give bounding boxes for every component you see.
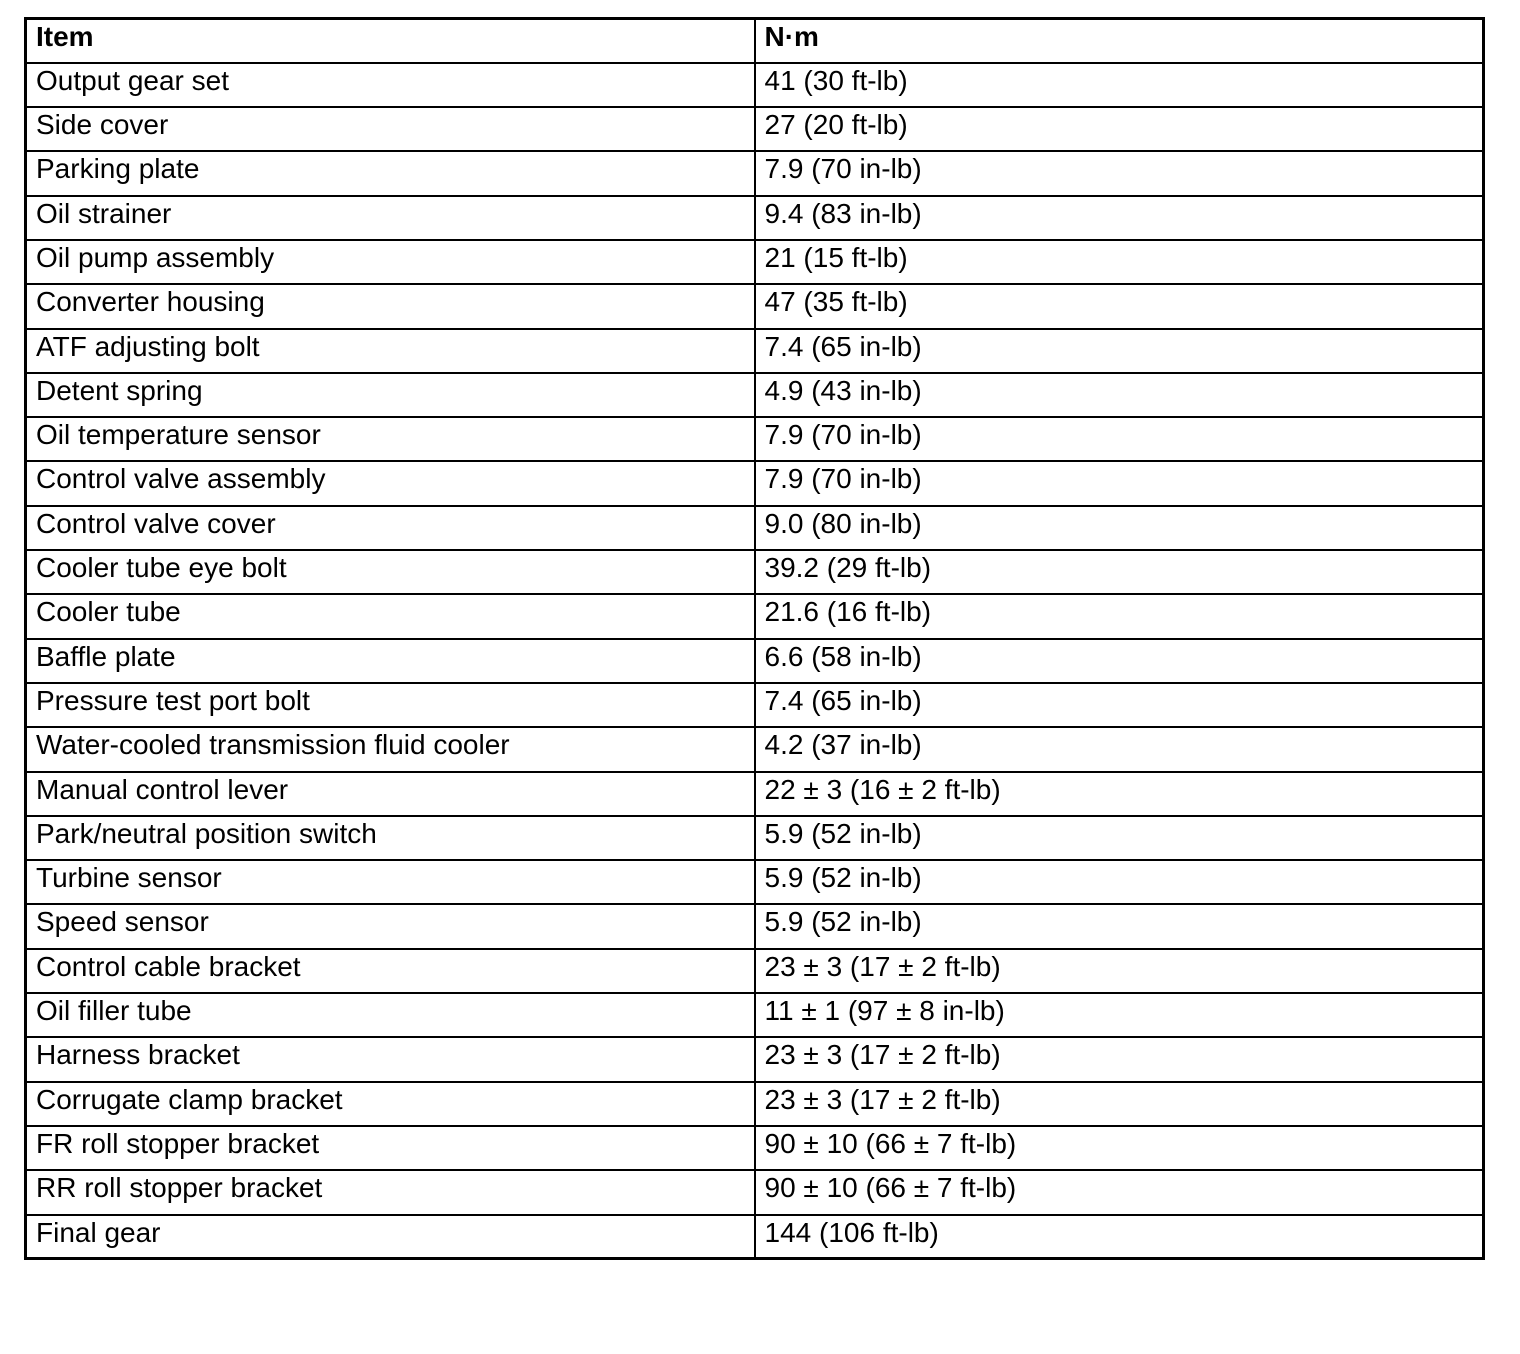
table-row bbox=[26, 461, 1484, 505]
table-row bbox=[26, 639, 1484, 683]
table-row bbox=[26, 1082, 1484, 1126]
table-row bbox=[26, 727, 1484, 771]
table-row bbox=[26, 1170, 1484, 1214]
table-row bbox=[26, 1037, 1484, 1081]
torque-cell: 144 (106 ft-lb) bbox=[755, 1215, 1484, 1259]
table-row bbox=[26, 683, 1484, 727]
torque-cell: 4.2 (37 in-lb) bbox=[755, 727, 1484, 771]
torque-spec-table bbox=[24, 17, 1485, 1260]
table-row bbox=[26, 949, 1484, 993]
torque-cell: 90 ± 10 (66 ± 7 ft-lb) bbox=[755, 1126, 1484, 1170]
item-cell: Control valve cover bbox=[26, 506, 755, 550]
item-cell: RR roll stopper bracket bbox=[26, 1170, 755, 1214]
torque-cell: 7.4 (65 in-lb) bbox=[755, 683, 1484, 727]
item-cell: Final gear bbox=[26, 1215, 755, 1259]
torque-cell: 5.9 (52 in-lb) bbox=[755, 904, 1484, 948]
torque-cell: 22 ± 3 (16 ± 2 ft-lb) bbox=[755, 772, 1484, 816]
table-row bbox=[26, 373, 1484, 417]
torque-cell: 21 (15 ft-lb) bbox=[755, 240, 1484, 284]
torque-cell: 39.2 (29 ft-lb) bbox=[755, 550, 1484, 594]
table-row bbox=[26, 63, 1484, 107]
item-cell: Baffle plate bbox=[26, 639, 755, 683]
torque-cell: 7.9 (70 in-lb) bbox=[755, 417, 1484, 461]
item-cell: Converter housing bbox=[26, 284, 755, 328]
item-cell: Oil temperature sensor bbox=[26, 417, 755, 461]
item-cell: Turbine sensor bbox=[26, 860, 755, 904]
item-cell: Water-cooled transmission fluid cooler bbox=[26, 727, 755, 771]
item-cell: Control cable bracket bbox=[26, 949, 755, 993]
table-row bbox=[26, 107, 1484, 151]
table-row bbox=[26, 329, 1484, 373]
table-row bbox=[26, 284, 1484, 328]
table-row bbox=[26, 816, 1484, 860]
table-row bbox=[26, 772, 1484, 816]
torque-cell: 23 ± 3 (17 ± 2 ft-lb) bbox=[755, 1037, 1484, 1081]
item-cell: Park/neutral position switch bbox=[26, 816, 755, 860]
table-row bbox=[26, 151, 1484, 195]
torque-cell: 5.9 (52 in-lb) bbox=[755, 860, 1484, 904]
item-cell: Cooler tube eye bolt bbox=[26, 550, 755, 594]
table-header-row bbox=[26, 19, 1484, 63]
torque-cell: 41 (30 ft-lb) bbox=[755, 63, 1484, 107]
torque-cell: 23 ± 3 (17 ± 2 ft-lb) bbox=[755, 949, 1484, 993]
item-cell: Side cover bbox=[26, 107, 755, 151]
torque-cell: 90 ± 10 (66 ± 7 ft-lb) bbox=[755, 1170, 1484, 1214]
item-cell: Manual control lever bbox=[26, 772, 755, 816]
item-cell: Output gear set bbox=[26, 63, 755, 107]
torque-cell: 11 ± 1 (97 ± 8 in-lb) bbox=[755, 993, 1484, 1037]
header-torque: N·m bbox=[755, 19, 1484, 63]
item-cell: Harness bracket bbox=[26, 1037, 755, 1081]
item-cell: Oil strainer bbox=[26, 196, 755, 240]
item-cell: Corrugate clamp bracket bbox=[26, 1082, 755, 1126]
table-row bbox=[26, 993, 1484, 1037]
table-row bbox=[26, 417, 1484, 461]
torque-cell: 6.6 (58 in-lb) bbox=[755, 639, 1484, 683]
table-row bbox=[26, 506, 1484, 550]
item-cell: Pressure test port bolt bbox=[26, 683, 755, 727]
table-row bbox=[26, 196, 1484, 240]
item-cell: Oil filler tube bbox=[26, 993, 755, 1037]
torque-cell: 21.6 (16 ft-lb) bbox=[755, 594, 1484, 638]
torque-cell: 7.9 (70 in-lb) bbox=[755, 151, 1484, 195]
table-body bbox=[26, 63, 1484, 1259]
torque-cell: 7.4 (65 in-lb) bbox=[755, 329, 1484, 373]
header-item: Item bbox=[26, 19, 755, 63]
table-row bbox=[26, 1215, 1484, 1259]
table-row bbox=[26, 240, 1484, 284]
table-row bbox=[26, 860, 1484, 904]
table-row bbox=[26, 1126, 1484, 1170]
item-cell: Speed sensor bbox=[26, 904, 755, 948]
table-row bbox=[26, 904, 1484, 948]
item-cell: Oil pump assembly bbox=[26, 240, 755, 284]
torque-cell: 7.9 (70 in-lb) bbox=[755, 461, 1484, 505]
torque-cell: 47 (35 ft-lb) bbox=[755, 284, 1484, 328]
torque-cell: 4.9 (43 in-lb) bbox=[755, 373, 1484, 417]
table-row bbox=[26, 594, 1484, 638]
torque-cell: 9.4 (83 in-lb) bbox=[755, 196, 1484, 240]
torque-cell: 23 ± 3 (17 ± 2 ft-lb) bbox=[755, 1082, 1484, 1126]
item-cell: Detent spring bbox=[26, 373, 755, 417]
item-cell: Parking plate bbox=[26, 151, 755, 195]
torque-cell: 9.0 (80 in-lb) bbox=[755, 506, 1484, 550]
item-cell: Control valve assembly bbox=[26, 461, 755, 505]
table-row bbox=[26, 550, 1484, 594]
item-cell: Cooler tube bbox=[26, 594, 755, 638]
torque-cell: 5.9 (52 in-lb) bbox=[755, 816, 1484, 860]
item-cell: FR roll stopper bracket bbox=[26, 1126, 755, 1170]
torque-cell: 27 (20 ft-lb) bbox=[755, 107, 1484, 151]
item-cell: ATF adjusting bolt bbox=[26, 329, 755, 373]
